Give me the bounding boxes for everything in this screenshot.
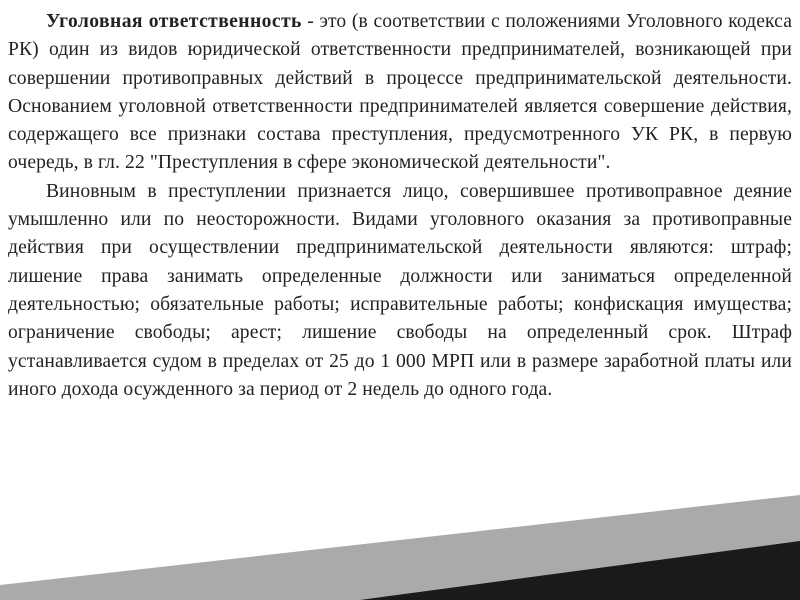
paragraph-1-body: - это (в соответствии с положениями Уголовного кодекса РК) один из видов юридической ответственности предпринимателей, возникающей при совершении противоправных действий в процессе предпринимательской деятельности. Основанием уголовной ответственности предпринимателей является совершение действия, содержащего все признаки состава преступления, предусмотренного УК РК, в первую очередь, в гл. 22 "Преступления в сфере экономической деятельности".	[8, 11, 792, 174]
term-heading: Уголовная ответственность	[46, 11, 302, 32]
slide-text	[8, 8, 792, 404]
paragraph-2: Виновным в преступлении признается лицо, совершившее противоправное деяние умышленно или по неосторожности. Видами уголовного оказания за противоправные действия при осуществлении предпринимательской деятельности являются: штраф; лишение права занимать определенные должности или заниматься определенной деятельностью; обязательные работы; исправительные работы; конфискация имущества; ограничение свободы; арест; лишение свободы на определенный срок. Штраф устанавливается судом в пределах от 25 до 1 000 МРП или в размере заработной платы или иного дохода осужденного за период от 2 недель до одного года.	[8, 180, 792, 400]
paragraph-1	[8, 8, 792, 178]
